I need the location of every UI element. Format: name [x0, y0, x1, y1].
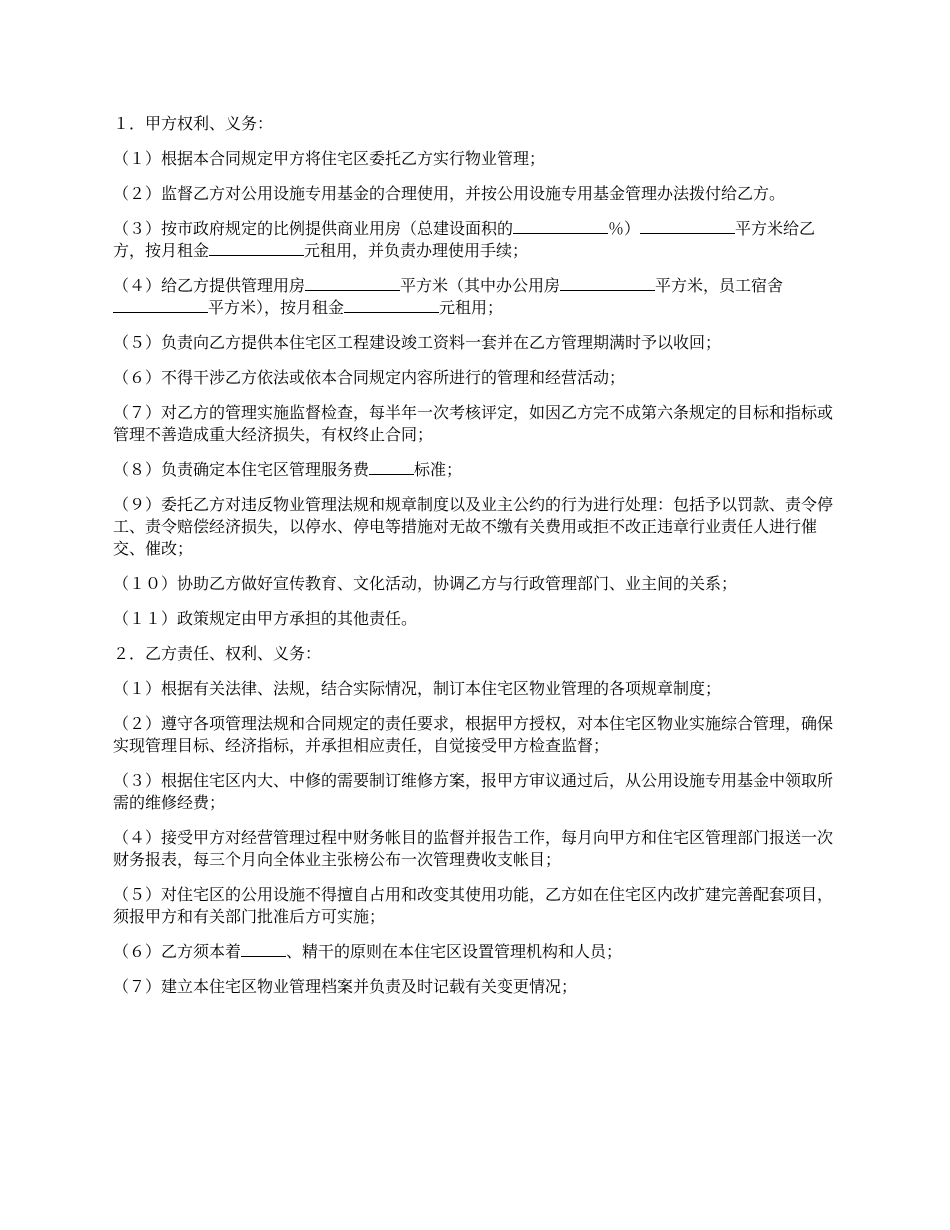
- blank-field: [369, 459, 414, 475]
- blank-field: [640, 218, 735, 234]
- clause-1-3-text-c: 平方米给乙方，按月租金: [113, 219, 816, 260]
- contract-page: [113, 113, 843, 1011]
- clause-1-7: （７）对乙方的管理实施监督检查，每半年一次考核评定，如因乙方完不成第六条规定的目标和指标或管理不善造成重大经济损失，有权终止合同；: [113, 403, 834, 444]
- clause-1-4-text-b: 平方米（其中办公用房: [400, 276, 561, 295]
- clause-2-5: （５）对住宅区的公用设施不得擅自占用和改变其使用功能，乙方如在住宅区内改扩建完善配套项目，须报甲方和有关部门批准后方可实施；: [113, 885, 834, 926]
- section-1-heading: １．甲方权利、义务：: [113, 114, 274, 133]
- clause-1-3: [113, 218, 843, 262]
- blank-field: [209, 240, 304, 256]
- clause-1-8: [113, 459, 843, 481]
- clause-2-2: （２）遵守各项管理法规和合同规定的责任要求，根据甲方授权，对本住宅区物业实施综合管理，确保实现管理目标、经济指标，并承担相应责任，自觉接受甲方检查监督；: [113, 714, 834, 755]
- blank-field: [305, 275, 400, 291]
- clause-1-5: （５）负责向乙方提供本住宅区工程建设竣工资料一套并在乙方管理期满时予以收回；: [113, 333, 722, 352]
- clause-1-8-text-a: （８）负责确定本住宅区管理服务费: [113, 460, 370, 479]
- clause-2-6-text-a: （６）乙方须本着: [113, 942, 242, 961]
- clause-1-4-text-c: 平方米，员工宿舍: [655, 276, 784, 295]
- clause-1-4-text-d: 平方米），按月租金: [208, 298, 345, 317]
- clause-2-6-text-b: 、精干的原则在本住宅区设置管理机构和人员；: [286, 942, 623, 961]
- clause-2-7: （７）建立本住宅区物业管理档案并负责及时记载有关变更情况；: [113, 977, 578, 996]
- clause-1-9: （９）委托乙方对违反物业管理法规和规章制度以及业主公约的行为进行处理：包括予以罚款、责令停工、责令赔偿经济损失，以停水、停电等措施对无故不缴有关费用或拒不改正违章行业责任人进行催交、催改；: [113, 495, 834, 558]
- clause-1-11: （１１）政策规定由甲方承担的其他责任。: [113, 609, 418, 628]
- clause-1-3-text-d: 元租用，并负责办理使用手续；: [304, 241, 529, 260]
- clause-1-6: （６）不得干涉乙方依法或依本合同规定内容所进行的管理和经营活动；: [113, 368, 626, 387]
- clause-2-6: [113, 941, 843, 963]
- clause-1-2: （２）监督乙方对公用设施专用基金的合理使用，并按公用设施专用基金管理办法拨付给乙方。: [113, 184, 786, 203]
- blank-field: [113, 297, 208, 313]
- clause-2-3: （３）根据住宅区内大、中修的需要制订维修方案，报甲方审议通过后，从公用设施专用基金中领取所需的维修经费；: [113, 771, 834, 812]
- blank-field: [513, 218, 608, 234]
- clause-2-4: （４）接受甲方对经营管理过程中财务帐目的监督并报告工作，每月向甲方和住宅区管理部门报送一次财务报表，每三个月向全体业主张榜公布一次管理费收支帐目；: [113, 828, 834, 869]
- clause-1-4-text-a: （４）给乙方提供管理用房: [113, 276, 306, 295]
- clause-1-1: （１）根据本合同规定甲方将住宅区委托乙方实行物业管理；: [113, 149, 546, 168]
- clause-2-1: （１）根据有关法律、法规，结合实际情况，制订本住宅区物业管理的各项规章制度；: [113, 679, 722, 698]
- clause-1-3-text-b: ％）: [608, 219, 641, 238]
- clause-1-8-text-b: 标准；: [414, 460, 463, 479]
- section-2-heading: ２．乙方责任、权利、义务：: [113, 644, 322, 663]
- clause-1-4-text-e: 元租用；: [439, 298, 504, 317]
- clause-1-4: [113, 275, 843, 319]
- clause-1-10: （１０）协助乙方做好宣传教育、文化活动，协调乙方与行政管理部门、业主间的关系；: [113, 574, 738, 593]
- blank-field: [344, 297, 439, 313]
- blank-field: [241, 941, 286, 957]
- clause-1-3-text-a: （３）按市政府规定的比例提供商业用房（总建设面积的: [113, 219, 514, 238]
- blank-field: [560, 275, 655, 291]
